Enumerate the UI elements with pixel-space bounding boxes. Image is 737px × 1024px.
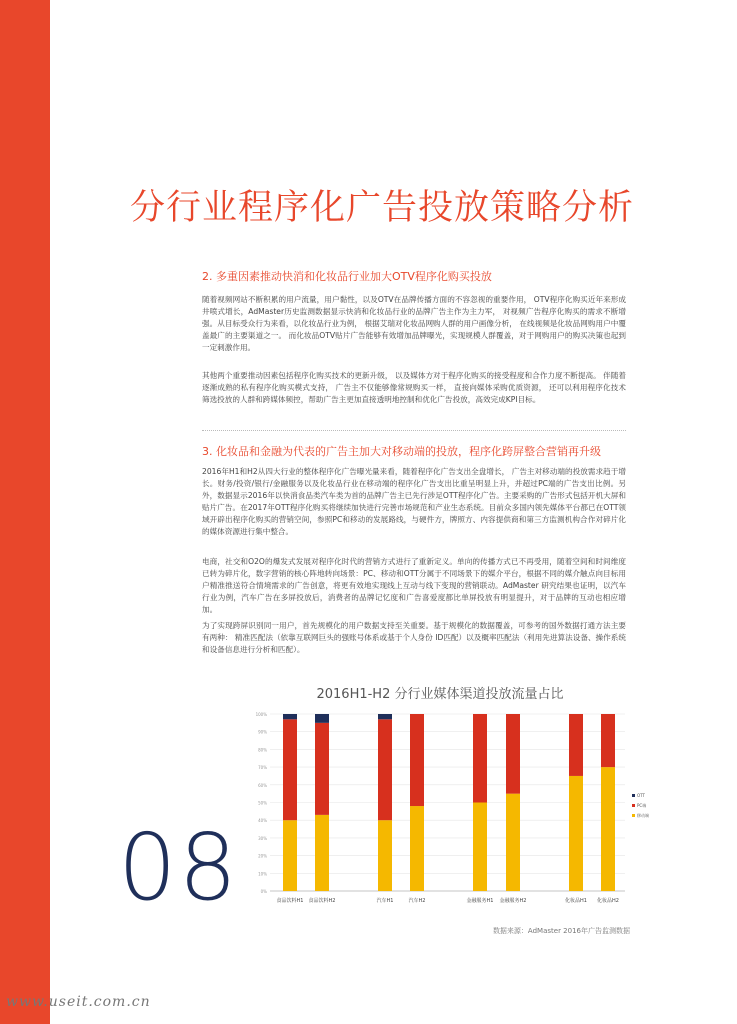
y-tick-label: 0% <box>260 889 267 894</box>
bar-segment <box>283 820 297 891</box>
x-tick-label: 汽车H2 <box>408 898 426 904</box>
bar-segment <box>410 714 424 806</box>
bar-segment <box>506 794 520 891</box>
section-3-heading: 3. 化妆品和金融为代表的广告主加大对移动端的投放，程序化跨屏整合营销再升级 <box>202 445 601 458</box>
bar-segment <box>315 815 329 891</box>
legend-label: 移动端 <box>637 813 649 818</box>
section-3-paragraph-1: 2016年H1和H2从四大行业的整体程序化广告曝光量来看，随着程序化广告支出全盘增长， 广告主对移动端的投放需求趋于增长。财务/投资/银行/金融服务以及化妆品行业在移动端的程序化广告支出比重呈明显上升，并超过PC端的广告支出比例。另外，数据显示2016年以快消食品类汽车类为首的品牌广告主已先行涉足OTT程序化广告。主要采购的广告形式包括开机大屏和贴片广告。在2017年OTT程序化购买将继续加快进行完善市场规范和产业生态系统。目前众多国内领先媒体平台都已在OTT领域开辟出程序化购买的营销空间，参照PC和移动的发展路线，与硬件方，牌照方、内容提供商和第三方监测机构合作对碎片化的媒体资源进行集中整合。 <box>202 467 626 536</box>
section-2-paragraph-2: 其他两个重要推动因素包括程序化购买技术的更新升级， 以及媒体方对于程序化购买的接受程度和合作力度不断提高。 伴随着逐渐成熟的私有程序化购买模式支持， 广告主不仅能够像常规购买一样， 直接向媒体采购优质资源， 还可以利用程序化技术筛选投放的人群和跨媒体频控，帮助广告主更加直接透明地控制和优化广告投放，高效完成KPI目标。 <box>202 371 626 404</box>
section-2-heading: 2. 多重因素推动快消和化妆品行业加大OTV程序化购买投放 <box>202 270 492 283</box>
y-tick-label: 40% <box>258 818 267 824</box>
y-tick-label: 50% <box>258 800 267 806</box>
bar-segment <box>601 767 615 891</box>
bar-segment <box>506 714 520 794</box>
bar-segment <box>601 714 615 767</box>
bar-segment <box>378 820 392 891</box>
bar-segment <box>569 714 583 776</box>
bar-segment <box>315 723 329 815</box>
y-tick-label: 60% <box>258 782 267 788</box>
section-2-paragraph-1: 随着视频网站不断积累的用户流量，用户黏性，以及OTV在品牌传播方面的不容忽视的重要作用， OTV程序化购买近年来形成井喷式增长，AdMaster历史监测数据显示快消和化妆品行业的品牌广告主作为主力军， 对视频广告程序化购买的需求不断增强。从目标受众行为来看，以化妆品行业为例， 根据艾瑞对化妆品网购人群的用户画像分析， 在线视频是化妆品网购用户中覆盖最广的主要渠道之一。 而化妆品OTV贴片广告能够有效增加品牌曝光，实现规模人群覆盖，对于网购用户的购买决策也起到一定刺激作用。 <box>202 295 626 352</box>
y-tick-label: 70% <box>258 765 267 771</box>
chart-title: 2016H1-H2 分行业媒体渠道投放流量占比 <box>316 687 564 702</box>
watermark: www.useit.com.cn <box>6 994 151 1010</box>
section-3-paragraph-2: 电商，社交和O2O的爆发式发展对程序化时代的营销方式进行了重新定义。单向的传播方式已不再受用，随着空间和时间维度已转为碎片化，数字营销的核心阵地转向场景：PC、移动和OTT分属于不同场景下的媒介平台，根据不同的媒介触点向目标用户精准推送符合情境需求的广告创意，将更有效地实现线上互动与线下变现的营销联动。AdMaster 研究结果也证明，以汽车行业为例，汽车广告在多屏投放后，消费者的品牌记忆度和广告喜爱度都比单屏投放有明显提升，对于品牌的互动也相应增加。 <box>202 557 626 614</box>
section-3-paragraph-3: 为了实现跨屏识别同一用户，首先规模化的用户数据支持至关重要。基于规模化的数据覆盖，可参考的国外数据打通方法主要有两种： 精准匹配法（依靠互联网巨头的强账号体系或基于个人身份 ID匹配）以及概率匹配法（利用先进算法设备、操作系统和设备信息进行分析和匹配）。 <box>202 621 626 654</box>
x-tick-label: 化妆品H2 <box>597 898 619 904</box>
y-tick-label: 20% <box>258 853 267 859</box>
bar-segment <box>569 776 583 891</box>
data-source: 数据来源：AdMaster 2016年广告监测数据 <box>492 927 630 935</box>
legend-swatch <box>632 804 635 807</box>
bar-segment <box>410 806 424 891</box>
y-tick-label: 90% <box>258 729 267 735</box>
y-tick-label: 80% <box>258 747 267 753</box>
x-tick-label: 化妆品H1 <box>565 898 587 904</box>
legend-label: PC端 <box>637 803 647 808</box>
bar-segment <box>315 714 329 723</box>
page-number: 08 <box>118 814 240 921</box>
x-tick-label: 金融服务H1 <box>466 898 494 904</box>
bar-segment <box>283 719 297 820</box>
bar-segment <box>283 714 297 719</box>
x-tick-label: 汽车H1 <box>376 898 394 904</box>
x-tick-label: 食品饮料H2 <box>308 898 336 904</box>
y-tick-label: 10% <box>258 871 267 877</box>
y-tick-label: 30% <box>258 835 267 841</box>
legend-label: OTT <box>637 793 645 798</box>
bar-segment <box>378 714 392 719</box>
page-title: 分行业程序化广告投放策略分析 <box>130 188 635 228</box>
x-tick-label: 金融服务H2 <box>499 898 527 904</box>
bar-segment <box>473 714 487 803</box>
bar-segment <box>378 719 392 820</box>
y-tick-label: 100% <box>255 712 267 717</box>
legend-swatch <box>632 814 635 817</box>
legend-swatch <box>632 794 635 797</box>
bar-segment <box>473 803 487 892</box>
x-tick-label: 食品饮料H1 <box>276 898 304 904</box>
